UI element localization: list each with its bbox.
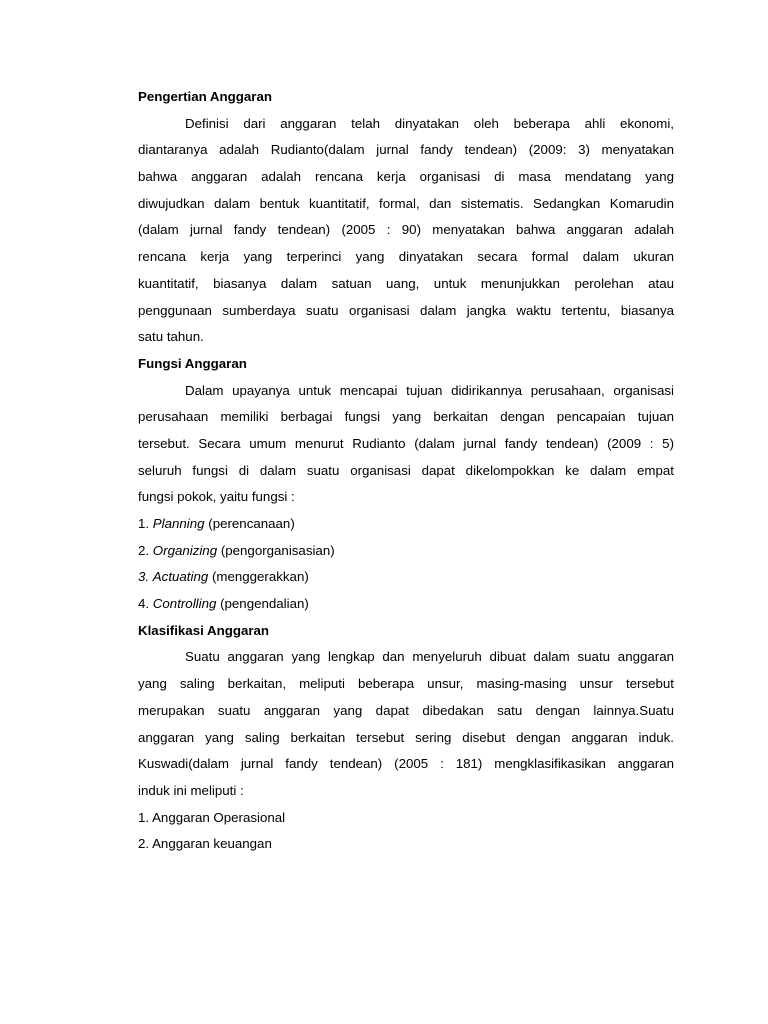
list-number: 2.: [138, 542, 150, 558]
list-number: 3.: [138, 569, 150, 585]
paragraph-line: diantaranya adalah Rudianto(dalam jurnal fandy tendean) (2009: 3) menyatakan: [138, 142, 674, 158]
list-term: Planning: [152, 516, 205, 531]
list-term: Controlling: [152, 596, 217, 612]
list-item: [138, 831, 674, 858]
paragraph-line: yang saling berkaitan, meliputi beberapa unsur, masing-masing unsur tersebut: [138, 676, 674, 692]
list-item: [138, 538, 674, 565]
list-text: Anggaran Operasional: [152, 809, 286, 825]
list-item: [138, 564, 674, 591]
list-gloss: (pengendalian): [220, 596, 309, 612]
list-text: Anggaran keuangan: [152, 836, 272, 852]
paragraph-line: Suatu anggaran yang lengkap dan menyeluruh dibuat dalam suatu anggaran: [185, 649, 674, 665]
list-number: 1.: [138, 516, 150, 531]
paragraph-line: tersebut. Secara umum menurut Rudianto (dalam jurnal fandy tendean) (2009 : 5): [138, 435, 674, 451]
list-gloss: (menggerakkan): [211, 569, 309, 585]
paragraph-line: diwujudkan dalam bentuk kuantitatif, formal, dan sistematis. Sedangkan Komarudin: [138, 195, 674, 211]
function-list: [138, 511, 674, 618]
list-number: 2.: [138, 836, 150, 852]
paragraph-line: satu tahun.: [138, 329, 204, 345]
section-heading: Fungsi Anggaran: [138, 355, 247, 371]
section-heading: Pengertian Anggaran: [138, 89, 272, 104]
list-item: [138, 511, 674, 538]
list-gloss: (perencanaan): [208, 516, 295, 531]
list-item: [138, 591, 674, 618]
paragraph-line: Definisi dari anggaran telah dinyatakan oleh beberapa ahli ekonomi,: [185, 115, 674, 131]
list-number: 4.: [138, 596, 150, 612]
list-term: Organizing: [152, 542, 218, 558]
paragraph-line: anggaran yang saling berkaitan tersebut sering disebut dengan anggaran induk.: [138, 729, 674, 745]
paragraph-line: Dalam upayanya untuk mencapai tujuan didirikannya perusahaan, organisasi: [185, 382, 674, 398]
budget-list: [138, 805, 674, 858]
paragraph-line: (dalam jurnal fandy tendean) (2005 : 90) menyatakan bahwa anggaran adalah: [138, 222, 674, 238]
list-number: 1.: [138, 809, 150, 825]
paragraph-line: kuantitatif, biasanya dalam satuan uang, untuk menunjukkan perolehan atau: [138, 275, 674, 291]
paragraph-line: induk ini meliputi :: [138, 782, 244, 798]
list-item: [138, 805, 674, 832]
document-page: [138, 84, 674, 858]
paragraph-line: Kuswadi(dalam jurnal fandy tendean) (2005 : 181) mengklasifikasikan anggaran: [138, 756, 674, 772]
paragraph-line: rencana kerja yang terperinci yang dinyatakan secara formal dalam ukuran: [138, 249, 674, 265]
section-paragraph: [138, 644, 674, 804]
section-heading: Klasifikasi Anggaran: [138, 622, 270, 638]
paragraph-line: bahwa anggaran adalah rencana kerja organisasi di masa mendatang yang: [138, 169, 674, 185]
paragraph-line: merupakan suatu anggaran yang dapat dibedakan satu dengan lainnya.Suatu: [138, 702, 674, 718]
paragraph-line: seluruh fungsi di dalam suatu organisasi dapat dikelompokkan ke dalam empat: [138, 462, 674, 478]
list-gloss: (pengorganisasian): [220, 542, 335, 558]
paragraph-line: perusahaan memiliki berbagai fungsi yang berkaitan dengan pencapaian tujuan: [138, 409, 674, 425]
paragraph-line: fungsi pokok, yaitu fungsi :: [138, 489, 295, 505]
section-paragraph: [138, 111, 674, 351]
section-paragraph: [138, 378, 674, 511]
list-term: Actuating: [152, 569, 209, 585]
paragraph-line: penggunaan sumberdaya suatu organisasi dalam jangka waktu tertentu, biasanya: [138, 302, 674, 318]
